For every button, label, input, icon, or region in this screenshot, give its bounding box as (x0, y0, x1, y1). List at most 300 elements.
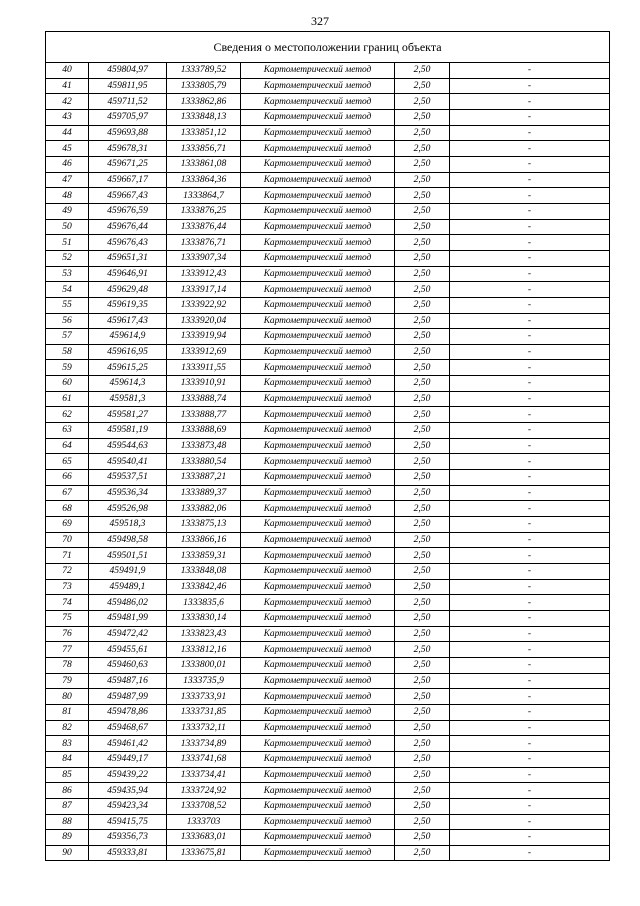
description-cell: - (450, 423, 610, 439)
table-row (46, 704, 610, 720)
table-row (46, 282, 610, 298)
accuracy-cell: 2,50 (395, 720, 450, 736)
page-number: 327 (311, 14, 329, 28)
y-coordinate-cell: 1333911,55 (167, 360, 241, 376)
point-number-cell: 77 (46, 642, 89, 658)
description-cell: - (450, 172, 610, 188)
accuracy-cell: 2,50 (395, 610, 450, 626)
point-number-cell: 61 (46, 391, 89, 407)
method-cell: Картометрический метод (241, 141, 395, 157)
y-coordinate-cell: 1333835,6 (167, 595, 241, 611)
x-coordinate-cell: 459439,22 (89, 767, 167, 783)
accuracy-cell: 2,50 (395, 485, 450, 501)
method-cell: Картометрический метод (241, 282, 395, 298)
point-number-cell: 42 (46, 94, 89, 110)
table-row (46, 689, 610, 705)
method-cell: Картометрический метод (241, 626, 395, 642)
point-number-cell: 65 (46, 454, 89, 470)
method-cell: Картометрический метод (241, 720, 395, 736)
table-row (46, 109, 610, 125)
point-number-cell: 53 (46, 266, 89, 282)
accuracy-cell: 2,50 (395, 470, 450, 486)
y-coordinate-cell: 1333859,31 (167, 548, 241, 564)
description-cell: - (450, 454, 610, 470)
table-row (46, 657, 610, 673)
accuracy-cell: 2,50 (395, 235, 450, 251)
point-number-cell: 47 (46, 172, 89, 188)
accuracy-cell: 2,50 (395, 219, 450, 235)
accuracy-cell: 2,50 (395, 297, 450, 313)
description-cell: - (450, 78, 610, 94)
point-number-cell: 58 (46, 344, 89, 360)
point-number-cell: 90 (46, 845, 89, 861)
x-coordinate-cell: 459518,3 (89, 517, 167, 533)
table-title-row (46, 32, 610, 63)
accuracy-cell: 2,50 (395, 517, 450, 533)
accuracy-cell: 2,50 (395, 125, 450, 141)
x-coordinate-cell: 459678,31 (89, 141, 167, 157)
description-cell: - (450, 203, 610, 219)
y-coordinate-cell: 1333823,43 (167, 626, 241, 642)
method-cell: Картометрический метод (241, 485, 395, 501)
point-number-cell: 82 (46, 720, 89, 736)
description-cell: - (450, 704, 610, 720)
y-coordinate-cell: 1333735,9 (167, 673, 241, 689)
point-number-cell: 46 (46, 156, 89, 172)
point-number-cell: 52 (46, 250, 89, 266)
x-coordinate-cell: 459461,42 (89, 736, 167, 752)
accuracy-cell: 2,50 (395, 109, 450, 125)
accuracy-cell: 2,50 (395, 751, 450, 767)
description-cell: - (450, 517, 610, 533)
y-coordinate-cell: 1333848,08 (167, 564, 241, 580)
accuracy-cell: 2,50 (395, 203, 450, 219)
accuracy-cell: 2,50 (395, 376, 450, 392)
point-number-cell: 54 (46, 282, 89, 298)
x-coordinate-cell: 459676,59 (89, 203, 167, 219)
description-cell: - (450, 751, 610, 767)
table-row (46, 391, 610, 407)
point-number-cell: 50 (46, 219, 89, 235)
accuracy-cell: 2,50 (395, 94, 450, 110)
y-coordinate-cell: 1333805,79 (167, 78, 241, 94)
description-cell: - (450, 109, 610, 125)
accuracy-cell: 2,50 (395, 501, 450, 517)
accuracy-cell: 2,50 (395, 830, 450, 846)
method-cell: Картометрический метод (241, 798, 395, 814)
accuracy-cell: 2,50 (395, 250, 450, 266)
description-cell: - (450, 250, 610, 266)
description-cell: - (450, 657, 610, 673)
method-cell: Картометрический метод (241, 63, 395, 79)
x-coordinate-cell: 459581,19 (89, 423, 167, 439)
accuracy-cell: 2,50 (395, 266, 450, 282)
accuracy-cell: 2,50 (395, 156, 450, 172)
accuracy-cell: 2,50 (395, 141, 450, 157)
accuracy-cell: 2,50 (395, 172, 450, 188)
y-coordinate-cell: 1333888,77 (167, 407, 241, 423)
description-cell: - (450, 219, 610, 235)
y-coordinate-cell: 1333732,11 (167, 720, 241, 736)
x-coordinate-cell: 459472,42 (89, 626, 167, 642)
table-row (46, 751, 610, 767)
accuracy-cell: 2,50 (395, 642, 450, 658)
x-coordinate-cell: 459536,34 (89, 485, 167, 501)
method-cell: Картометрический метод (241, 689, 395, 705)
table-row (46, 485, 610, 501)
description-cell: - (450, 548, 610, 564)
point-number-cell: 60 (46, 376, 89, 392)
point-number-cell: 78 (46, 657, 89, 673)
description-cell: - (450, 626, 610, 642)
description-cell: - (450, 156, 610, 172)
y-coordinate-cell: 1333830,14 (167, 610, 241, 626)
point-number-cell: 64 (46, 438, 89, 454)
point-number-cell: 72 (46, 564, 89, 580)
method-cell: Картометрический метод (241, 579, 395, 595)
accuracy-cell: 2,50 (395, 407, 450, 423)
x-coordinate-cell: 459498,58 (89, 532, 167, 548)
description-cell: - (450, 720, 610, 736)
method-cell: Картометрический метод (241, 517, 395, 533)
y-coordinate-cell: 1333733,91 (167, 689, 241, 705)
point-number-cell: 71 (46, 548, 89, 564)
accuracy-cell: 2,50 (395, 564, 450, 580)
method-cell: Картометрический метод (241, 407, 395, 423)
x-coordinate-cell: 459581,27 (89, 407, 167, 423)
table-row (46, 673, 610, 689)
accuracy-cell: 2,50 (395, 626, 450, 642)
y-coordinate-cell: 1333920,04 (167, 313, 241, 329)
method-cell: Картометрический метод (241, 736, 395, 752)
description-cell: - (450, 266, 610, 282)
description-cell: - (450, 391, 610, 407)
x-coordinate-cell: 459671,25 (89, 156, 167, 172)
point-number-cell: 84 (46, 751, 89, 767)
y-coordinate-cell: 1333789,52 (167, 63, 241, 79)
point-number-cell: 59 (46, 360, 89, 376)
method-cell: Картометрический метод (241, 156, 395, 172)
y-coordinate-cell: 1333675,81 (167, 845, 241, 861)
accuracy-cell: 2,50 (395, 313, 450, 329)
accuracy-cell: 2,50 (395, 329, 450, 345)
y-coordinate-cell: 1333800,01 (167, 657, 241, 673)
method-cell: Картометрический метод (241, 203, 395, 219)
method-cell: Картометрический метод (241, 704, 395, 720)
accuracy-cell: 2,50 (395, 814, 450, 830)
point-number-cell: 89 (46, 830, 89, 846)
y-coordinate-cell: 1333862,86 (167, 94, 241, 110)
accuracy-cell: 2,50 (395, 689, 450, 705)
y-coordinate-cell: 1333731,85 (167, 704, 241, 720)
method-cell: Картометрический метод (241, 845, 395, 861)
description-cell: - (450, 188, 610, 204)
description-cell: - (450, 125, 610, 141)
accuracy-cell: 2,50 (395, 360, 450, 376)
x-coordinate-cell: 459460,63 (89, 657, 167, 673)
accuracy-cell: 2,50 (395, 657, 450, 673)
description-cell: - (450, 235, 610, 251)
description-cell: - (450, 673, 610, 689)
point-number-cell: 74 (46, 595, 89, 611)
point-number-cell: 75 (46, 610, 89, 626)
x-coordinate-cell: 459619,35 (89, 297, 167, 313)
method-cell: Картометрический метод (241, 673, 395, 689)
description-cell: - (450, 329, 610, 345)
y-coordinate-cell: 1333848,13 (167, 109, 241, 125)
accuracy-cell: 2,50 (395, 845, 450, 861)
table-row (46, 501, 610, 517)
y-coordinate-cell: 1333851,12 (167, 125, 241, 141)
x-coordinate-cell: 459501,51 (89, 548, 167, 564)
method-cell: Картометрический метод (241, 783, 395, 799)
accuracy-cell: 2,50 (395, 548, 450, 564)
table-row (46, 172, 610, 188)
point-number-cell: 55 (46, 297, 89, 313)
method-cell: Картометрический метод (241, 94, 395, 110)
description-cell: - (450, 501, 610, 517)
method-cell: Картометрический метод (241, 595, 395, 611)
y-coordinate-cell: 1333856,71 (167, 141, 241, 157)
accuracy-cell: 2,50 (395, 282, 450, 298)
method-cell: Картометрический метод (241, 564, 395, 580)
point-number-cell: 48 (46, 188, 89, 204)
x-coordinate-cell: 459629,48 (89, 282, 167, 298)
table-row (46, 642, 610, 658)
x-coordinate-cell: 459711,52 (89, 94, 167, 110)
method-cell: Картометрический метод (241, 751, 395, 767)
y-coordinate-cell: 1333866,16 (167, 532, 241, 548)
x-coordinate-cell: 459705,97 (89, 109, 167, 125)
description-cell: - (450, 297, 610, 313)
x-coordinate-cell: 459415,75 (89, 814, 167, 830)
table-row (46, 94, 610, 110)
table-row (46, 235, 610, 251)
method-cell: Картометрический метод (241, 344, 395, 360)
point-number-cell: 86 (46, 783, 89, 799)
table-row (46, 344, 610, 360)
point-number-cell: 87 (46, 798, 89, 814)
table-row (46, 845, 610, 861)
y-coordinate-cell: 1333876,71 (167, 235, 241, 251)
y-coordinate-cell: 1333734,89 (167, 736, 241, 752)
description-cell: - (450, 595, 610, 611)
table-row (46, 141, 610, 157)
method-cell: Картометрический метод (241, 642, 395, 658)
method-cell: Картометрический метод (241, 438, 395, 454)
accuracy-cell: 2,50 (395, 595, 450, 611)
y-coordinate-cell: 1333703 (167, 814, 241, 830)
table-row (46, 297, 610, 313)
point-number-cell: 81 (46, 704, 89, 720)
accuracy-cell: 2,50 (395, 63, 450, 79)
table-row (46, 360, 610, 376)
x-coordinate-cell: 459651,31 (89, 250, 167, 266)
method-cell: Картометрический метод (241, 657, 395, 673)
x-coordinate-cell: 459481,99 (89, 610, 167, 626)
x-coordinate-cell: 459537,51 (89, 470, 167, 486)
x-coordinate-cell: 459489,1 (89, 579, 167, 595)
description-cell: - (450, 564, 610, 580)
x-coordinate-cell: 459811,95 (89, 78, 167, 94)
y-coordinate-cell: 1333842,46 (167, 579, 241, 595)
description-cell: - (450, 642, 610, 658)
accuracy-cell: 2,50 (395, 579, 450, 595)
x-coordinate-cell: 459356,73 (89, 830, 167, 846)
accuracy-cell: 2,50 (395, 344, 450, 360)
point-number-cell: 43 (46, 109, 89, 125)
accuracy-cell: 2,50 (395, 78, 450, 94)
x-coordinate-cell: 459617,43 (89, 313, 167, 329)
description-cell: - (450, 767, 610, 783)
table-row (46, 63, 610, 79)
x-coordinate-cell: 459544,63 (89, 438, 167, 454)
table-row (46, 266, 610, 282)
x-coordinate-cell: 459581,3 (89, 391, 167, 407)
table-row (46, 736, 610, 752)
method-cell: Картометрический метод (241, 814, 395, 830)
description-cell: - (450, 94, 610, 110)
point-number-cell: 70 (46, 532, 89, 548)
x-coordinate-cell: 459423,34 (89, 798, 167, 814)
description-cell: - (450, 814, 610, 830)
method-cell: Картометрический метод (241, 548, 395, 564)
x-coordinate-cell: 459478,86 (89, 704, 167, 720)
method-cell: Картометрический метод (241, 454, 395, 470)
x-coordinate-cell: 459667,43 (89, 188, 167, 204)
description-cell: - (450, 438, 610, 454)
table-row (46, 423, 610, 439)
table-row (46, 783, 610, 799)
y-coordinate-cell: 1333683,01 (167, 830, 241, 846)
description-cell: - (450, 783, 610, 799)
description-cell: - (450, 470, 610, 486)
accuracy-cell: 2,50 (395, 391, 450, 407)
accuracy-cell: 2,50 (395, 188, 450, 204)
table-row (46, 548, 610, 564)
x-coordinate-cell: 459804,97 (89, 63, 167, 79)
x-coordinate-cell: 459676,43 (89, 235, 167, 251)
y-coordinate-cell: 1333861,08 (167, 156, 241, 172)
x-coordinate-cell: 459614,9 (89, 329, 167, 345)
method-cell: Картометрический метод (241, 470, 395, 486)
y-coordinate-cell: 1333912,69 (167, 344, 241, 360)
y-coordinate-cell: 1333741,68 (167, 751, 241, 767)
x-coordinate-cell: 459491,9 (89, 564, 167, 580)
table-row (46, 579, 610, 595)
method-cell: Картометрический метод (241, 329, 395, 345)
method-cell: Картометрический метод (241, 313, 395, 329)
point-number-cell: 83 (46, 736, 89, 752)
y-coordinate-cell: 1333876,44 (167, 219, 241, 235)
table-row (46, 517, 610, 533)
description-cell: - (450, 579, 610, 595)
x-coordinate-cell: 459540,41 (89, 454, 167, 470)
point-number-cell: 66 (46, 470, 89, 486)
table-row (46, 564, 610, 580)
x-coordinate-cell: 459646,91 (89, 266, 167, 282)
point-number-cell: 51 (46, 235, 89, 251)
x-coordinate-cell: 459468,67 (89, 720, 167, 736)
table-row (46, 313, 610, 329)
table-row (46, 407, 610, 423)
description-cell: - (450, 360, 610, 376)
description-cell: - (450, 610, 610, 626)
method-cell: Картометрический метод (241, 78, 395, 94)
accuracy-cell: 2,50 (395, 673, 450, 689)
x-coordinate-cell: 459693,88 (89, 125, 167, 141)
method-cell: Картометрический метод (241, 219, 395, 235)
point-number-cell: 76 (46, 626, 89, 642)
accuracy-cell: 2,50 (395, 783, 450, 799)
description-cell: - (450, 736, 610, 752)
y-coordinate-cell: 1333708,52 (167, 798, 241, 814)
table-row (46, 438, 610, 454)
y-coordinate-cell: 1333880,54 (167, 454, 241, 470)
description-cell: - (450, 344, 610, 360)
method-cell: Картометрический метод (241, 501, 395, 517)
x-coordinate-cell: 459435,94 (89, 783, 167, 799)
method-cell: Картометрический метод (241, 172, 395, 188)
point-number-cell: 69 (46, 517, 89, 533)
y-coordinate-cell: 1333812,16 (167, 642, 241, 658)
x-coordinate-cell: 459487,16 (89, 673, 167, 689)
y-coordinate-cell: 1333912,43 (167, 266, 241, 282)
y-coordinate-cell: 1333888,69 (167, 423, 241, 439)
x-coordinate-cell: 459615,25 (89, 360, 167, 376)
y-coordinate-cell: 1333919,94 (167, 329, 241, 345)
description-cell: - (450, 485, 610, 501)
point-number-cell: 40 (46, 63, 89, 79)
accuracy-cell: 2,50 (395, 704, 450, 720)
boundary-table (45, 31, 610, 861)
y-coordinate-cell: 1333887,21 (167, 470, 241, 486)
table-row (46, 219, 610, 235)
point-number-cell: 49 (46, 203, 89, 219)
point-number-cell: 63 (46, 423, 89, 439)
table-row (46, 156, 610, 172)
method-cell: Картометрический метод (241, 109, 395, 125)
x-coordinate-cell: 459486,02 (89, 595, 167, 611)
method-cell: Картометрический метод (241, 376, 395, 392)
table-row (46, 329, 610, 345)
accuracy-cell: 2,50 (395, 438, 450, 454)
point-number-cell: 62 (46, 407, 89, 423)
y-coordinate-cell: 1333724,92 (167, 783, 241, 799)
x-coordinate-cell: 459526,98 (89, 501, 167, 517)
table-row (46, 830, 610, 846)
description-cell: - (450, 689, 610, 705)
y-coordinate-cell: 1333875,13 (167, 517, 241, 533)
y-coordinate-cell: 1333882,06 (167, 501, 241, 517)
method-cell: Картометрический метод (241, 250, 395, 266)
method-cell: Картометрический метод (241, 532, 395, 548)
x-coordinate-cell: 459449,17 (89, 751, 167, 767)
method-cell: Картометрический метод (241, 235, 395, 251)
point-number-cell: 44 (46, 125, 89, 141)
description-cell: - (450, 63, 610, 79)
method-cell: Картометрический метод (241, 391, 395, 407)
point-number-cell: 41 (46, 78, 89, 94)
y-coordinate-cell: 1333876,25 (167, 203, 241, 219)
description-cell: - (450, 407, 610, 423)
y-coordinate-cell: 1333907,34 (167, 250, 241, 266)
table-title: Сведения о местоположении границ объекта (46, 32, 610, 63)
accuracy-cell: 2,50 (395, 423, 450, 439)
y-coordinate-cell: 1333910,91 (167, 376, 241, 392)
table-row (46, 470, 610, 486)
table-row (46, 376, 610, 392)
